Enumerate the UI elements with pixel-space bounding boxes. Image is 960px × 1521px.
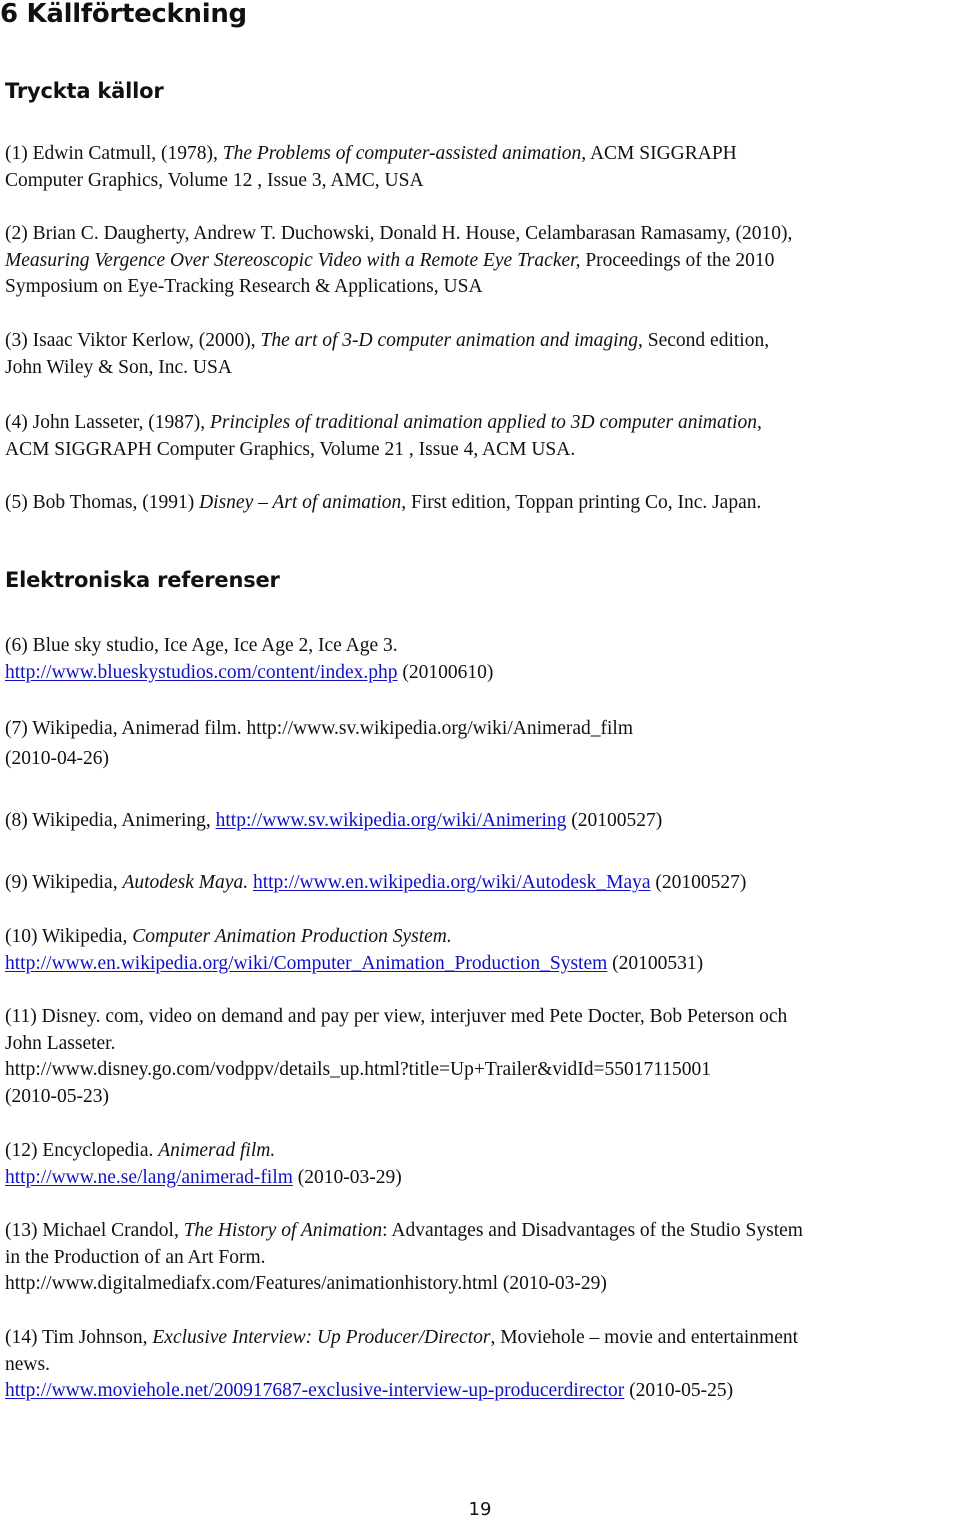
page-number: 19	[468, 1499, 492, 1520]
reference-14-link[interactable]: http://www.moviehole.net/200917687-exclusive-interview-up-producerdirector	[5, 1380, 625, 1401]
reference-4-line-1: (4) John Lasseter, (1987), Principles of traditional animation applied to 3D computer animation,	[5, 412, 762, 433]
reference-14-line-2: news.	[5, 1353, 50, 1375]
reference-2-title: Measuring Vergence Over Stereoscopic Video with a Remote Eye Tracker,	[5, 249, 581, 271]
reference-13-line-2: in the Production of an Art Form.	[5, 1246, 266, 1268]
reference-3	[5, 328, 960, 381]
reference-6-line-2: http://www.blueskystudios.com/content/index.php (20100610)	[5, 661, 494, 683]
reference-6-line-1: (6) Blue sky studio, Ice Age, Ice Age 2, Ice Age 3.	[5, 635, 398, 656]
reference-5-title: Disney – Art of animation	[199, 492, 402, 513]
reference-12-line-1: (12) Encyclopedia. Animerad film.	[5, 1140, 276, 1161]
reference-14-title: Exclusive Interview: Up Producer/Director	[152, 1327, 491, 1348]
reference-10-title: , Computer Animation Production System.	[122, 926, 452, 947]
reference-11-line-3: http://www.disney.go.com/vodppv/details_up.html?title=Up+Trailer&vidId=55017115001	[5, 1059, 712, 1080]
reference-12-link[interactable]: http://www.ne.se/lang/animerad-film	[5, 1166, 293, 1188]
reference-1-title: The Problems of computer-assisted animation,	[222, 143, 587, 164]
reference-3-line-1: (3) Isaac Viktor Kerlow, (2000), The art of 3-D computer animation and imaging, Second edition,	[5, 330, 770, 351]
reference-10-line-1: (10) Wikipedia, Computer Animation Production System.	[5, 926, 452, 947]
reference-6	[5, 633, 960, 686]
reference-1	[5, 141, 960, 194]
reference-12-line-2: http://www.ne.se/lang/animerad-film (2010-03-29)	[5, 1166, 402, 1188]
reference-4-line-2: ACM SIGGRAPH Computer Graphics, Volume 21 , Issue 4, ACM USA.	[5, 438, 576, 460]
printed-sources-heading: Tryckta källor	[5, 79, 164, 103]
reference-7-line-2: (2010-04-26)	[5, 747, 109, 769]
reference-10-link[interactable]: http://www.en.wikipedia.org/wiki/Computer_Animation_Production_System	[5, 952, 608, 974]
reference-8	[5, 808, 960, 835]
reference-2-line-3: Symposium on Eye-Tracking Research & Applications, USA	[5, 276, 483, 297]
reference-9-line-1: (9) Wikipedia, Autodesk Maya. http://www.en.wikipedia.org/wiki/Autodesk_Maya (20100527)	[5, 872, 747, 893]
reference-8-line-1: (8) Wikipedia, Animering, http://www.sv.wikipedia.org/wiki/Animering (20100527)	[5, 810, 663, 831]
reference-12	[5, 1138, 960, 1191]
reference-13-line-1: (13) Michael Crandol, The History of Animation: Advantages and Disadvantages of the Studio System	[5, 1220, 803, 1241]
reference-6-link[interactable]: http://www.blueskystudios.com/content/index.php	[5, 661, 398, 683]
reference-9-link[interactable]: http://www.en.wikipedia.org/wiki/Autodesk_Maya	[252, 872, 651, 893]
reference-13-title: The History of Animation	[183, 1220, 383, 1241]
reference-5	[5, 490, 960, 517]
reference-9-title: Autodesk Maya.	[122, 872, 249, 893]
reference-2	[5, 221, 960, 301]
reference-11-line-2: John Lasseter.	[5, 1032, 116, 1054]
reference-13	[5, 1218, 960, 1298]
reference-10-line-2: http://www.en.wikipedia.org/wiki/Computer_Animation_Production_System (20100531)	[5, 952, 704, 974]
reference-1-line-2: Computer Graphics, Volume 12 , Issue 3, AMC, USA	[5, 169, 424, 191]
reference-11-line-4: (2010-05-23)	[5, 1085, 109, 1107]
reference-7	[5, 716, 960, 772]
reference-3-title: The art of 3-D computer animation and imaging	[260, 330, 639, 351]
reference-3-line-2: John Wiley & Son, Inc. USA	[5, 356, 232, 378]
reference-5-line-1: (5) Bob Thomas, (1991) Disney – Art of animation, First edition, Toppan printing Co, Inc. Japan.	[5, 492, 762, 513]
reference-10	[5, 924, 960, 977]
reference-14-line-3: http://www.moviehole.net/200917687-exclusive-interview-up-producerdirector (2010-05-25)	[5, 1380, 734, 1401]
electronic-references-heading: Elektroniska referenser	[5, 568, 280, 592]
reference-9	[5, 870, 960, 897]
reference-4-title: Principles of traditional animation applied to 3D computer animation,	[210, 412, 762, 433]
reference-13-line-3: http://www.digitalmediafx.com/Features/animationhistory.html (2010-03-29)	[5, 1273, 607, 1294]
reference-14-line-1: (14) Tim Johnson, Exclusive Interview: Up Producer/Director, Moviehole – movie and entertainment	[5, 1327, 799, 1348]
reference-14	[5, 1325, 960, 1405]
reference-11-line-1: (11) Disney. com, video on demand and pay per view, interjuver med Pete Docter, Bob Peterson och	[5, 1006, 788, 1027]
reference-12-title: Animerad film.	[158, 1140, 276, 1161]
chapter-heading: 6 Källförteckning	[0, 0, 247, 29]
reference-7-line-1: (7) Wikipedia, Animerad film. http://www.sv.wikipedia.org/wiki/Animerad_film	[5, 718, 633, 739]
reference-11	[5, 1004, 960, 1110]
reference-2-line-2: Measuring Vergence Over Stereoscopic Video with a Remote Eye Tracker, Proceedings of the 2010	[5, 249, 775, 271]
reference-8-link[interactable]: http://www.sv.wikipedia.org/wiki/Animering	[215, 810, 567, 831]
reference-2-line-1: (2) Brian C. Daugherty, Andrew T. Duchowski, Donald H. House, Celambarasan Ramasamy, (2010),	[5, 223, 793, 244]
reference-1-line-1: (1) Edwin Catmull, (1978), The Problems of computer-assisted animation, ACM SIGGRAPH	[5, 143, 737, 164]
reference-4	[5, 410, 960, 463]
